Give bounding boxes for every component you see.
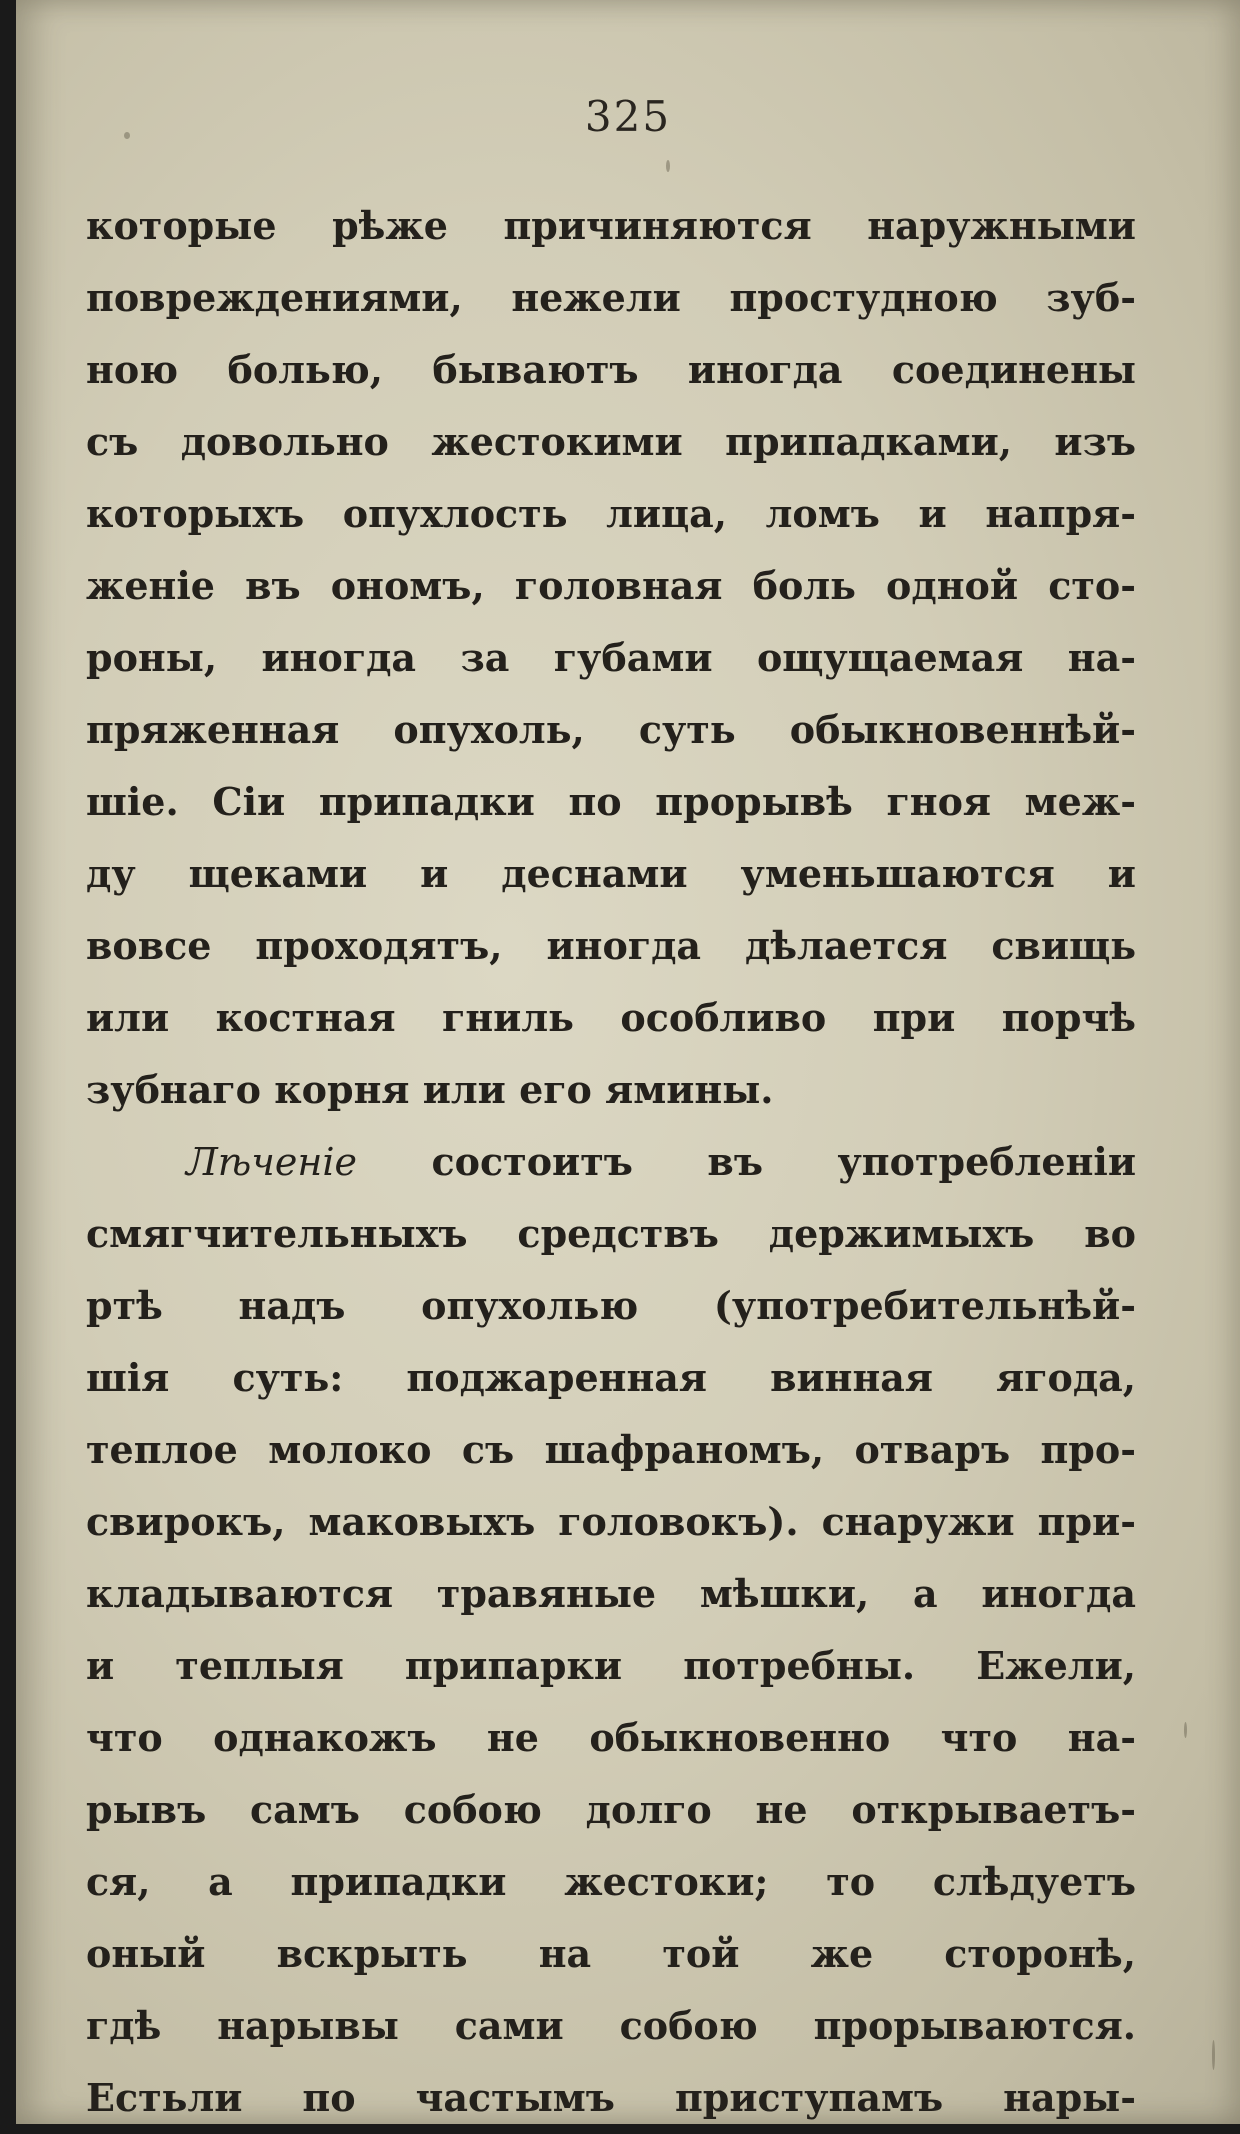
text-line: повреждениями, нежели простудною зуб- <box>86 275 1136 320</box>
text-line: съ довольно жестокими припадками, изъ <box>86 419 1136 464</box>
text-line-rest: состоитъ въ употребленіи <box>431 1139 1136 1184</box>
paper-speck <box>124 132 130 139</box>
text-line: шіе. Сіи припадки по прорывѣ гноя меж- <box>86 779 1136 824</box>
text-line: вовсе проходятъ, иногда дѣлается свищь <box>86 923 1136 968</box>
text-line: ду щеками и деснами уменьшаются и <box>86 851 1136 896</box>
text-line: свирокъ, маковыхъ головокъ). снаружи при- <box>86 1499 1136 1544</box>
text-line: роны, иногда за губами ощущаемая на- <box>86 635 1136 680</box>
paragraph-opening-line <box>86 1126 1136 1198</box>
text-line: смягчительныхъ средствъ держимыхъ во <box>86 1211 1136 1256</box>
text-line: зубнаго корня или его ямины. <box>86 1067 774 1112</box>
text-line: гдѣ нарывы сами собою прорываются. <box>86 2003 1136 2048</box>
text-line: которые рѣже причиняются наружными <box>86 203 1136 248</box>
emphasized-heading-word: Лѣченіе <box>186 1140 358 1184</box>
text-line: женіе въ ономъ, головная боль одной сто- <box>86 563 1136 608</box>
text-line: ною болью, бываютъ иногда соединены <box>86 347 1136 392</box>
text-line: пряженная опухоль, суть обыкновеннѣй- <box>86 707 1136 752</box>
text-line: кладываются травяные мѣшки, а иногда <box>86 1571 1136 1616</box>
text-line: шія суть: поджаренная винная ягода, <box>86 1355 1136 1400</box>
body-text <box>86 190 1136 2134</box>
text-line: ртѣ надъ опухолью (употребительнѣй- <box>86 1283 1136 1328</box>
page-number: 325 <box>584 92 672 141</box>
text-line: рывъ самъ собою долго не открываетъ- <box>86 1787 1136 1832</box>
text-line: или костная гниль особливо при порчѣ <box>86 995 1136 1040</box>
paper-speck <box>666 160 670 172</box>
text-line: оный вскрыть на той же сторонѣ, <box>86 1931 1136 1976</box>
book-page <box>16 0 1240 2124</box>
text-line: что однакожъ не обыкновенно что на- <box>86 1715 1136 1760</box>
paper-speck <box>1212 2040 1215 2070</box>
text-line: которыхъ опухлость лица, ломъ и напря- <box>86 491 1136 536</box>
text-line: теплое молоко съ шафраномъ, отваръ про- <box>86 1427 1136 1472</box>
paper-speck <box>1184 1722 1187 1738</box>
text-line: ся, а припадки жестоки; то слѣдуетъ <box>86 1859 1136 1904</box>
text-line: и теплыя припарки потребны. Ежели, <box>86 1643 1136 1688</box>
text-line: Естьли по частымъ приступамъ нары- <box>86 2075 1136 2120</box>
